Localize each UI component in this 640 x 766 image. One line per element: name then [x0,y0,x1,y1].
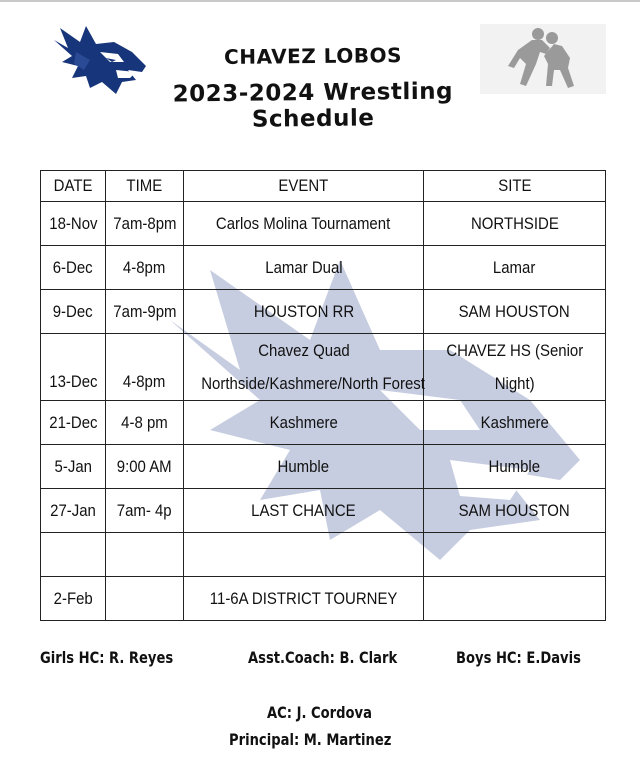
wrestlers-silhouette-icon [480,24,606,94]
site-cell [424,577,606,621]
wolf-head-logo [46,22,148,98]
time-cell [106,533,184,577]
date-cell [41,533,106,577]
event-cell: LAST CHANCE [184,489,424,533]
assistant-coach: Asst.Coach: B. Clark [248,648,398,667]
time-cell: 7am- 4p [106,489,184,533]
date-cell: 21-Dec [41,401,106,445]
event-cell: 11-6A DISTRICT TOURNEY [184,577,424,621]
date-cell: 18-Nov [41,202,106,246]
event-cell: Kashmere [184,401,424,445]
date-cell: 6-Dec [41,246,106,290]
table-header-row [41,171,606,202]
date-cell: 27-Jan [41,489,106,533]
girls-head-coach: Girls HC: R. Reyes [40,648,174,667]
table-row [41,445,606,489]
table-row [41,334,606,401]
site-cell: Kashmere [424,401,606,445]
column-header-event: EVENT [184,171,424,202]
site-cell: SAM HOUSTON [424,489,606,533]
site-cell: Humble [424,445,606,489]
event-cell: Carlos Molina Tournament [184,202,424,246]
time-cell: 4-8pm [106,246,184,290]
site-cell: SAM HOUSTON [424,290,606,334]
schedule-table [40,170,606,621]
top-border-line [0,0,640,2]
table-row [41,202,606,246]
boys-head-coach: Boys HC: E.Davis [456,648,581,667]
event-cell: Humble [184,445,424,489]
table-row [41,246,606,290]
date-cell: 9-Dec [41,290,106,334]
column-header-site: SITE [424,171,606,202]
site-cell [424,533,606,577]
title-line-2: 2023-2024 Wrestling Schedule [172,78,454,133]
date-cell: 13-Dec [41,334,106,401]
assistant-coach-ac: AC: J. Cordova [267,703,372,722]
event-cell: Chavez Quad Northside/Kashmere/North Forest [184,334,424,401]
principal: Principal: M. Martinez [229,730,392,749]
column-header-time: TIME [106,171,184,202]
site-cell: Lamar [424,246,606,290]
site-cell: NORTHSIDE [424,202,606,246]
table-row [41,401,606,445]
time-cell: 7am-9pm [106,290,184,334]
date-cell: 2-Feb [41,577,106,621]
event-cell [184,533,424,577]
title-line-1: CHAVEZ LOBOS [223,43,403,69]
time-cell: 4-8 pm [106,401,184,445]
event-cell: HOUSTON RR [184,290,424,334]
event-cell: Lamar Dual [184,246,424,290]
time-cell: 9:00 AM [106,445,184,489]
date-cell: 5-Jan [41,445,106,489]
time-cell: 4-8pm [106,334,184,401]
table-row [41,290,606,334]
time-cell [106,577,184,621]
column-header-date: DATE [41,171,106,202]
table-row [41,533,606,577]
table-row [41,577,606,621]
site-cell: CHAVEZ HS (Senior Night) [424,334,606,401]
table-row [41,489,606,533]
time-cell: 7am-8pm [106,202,184,246]
